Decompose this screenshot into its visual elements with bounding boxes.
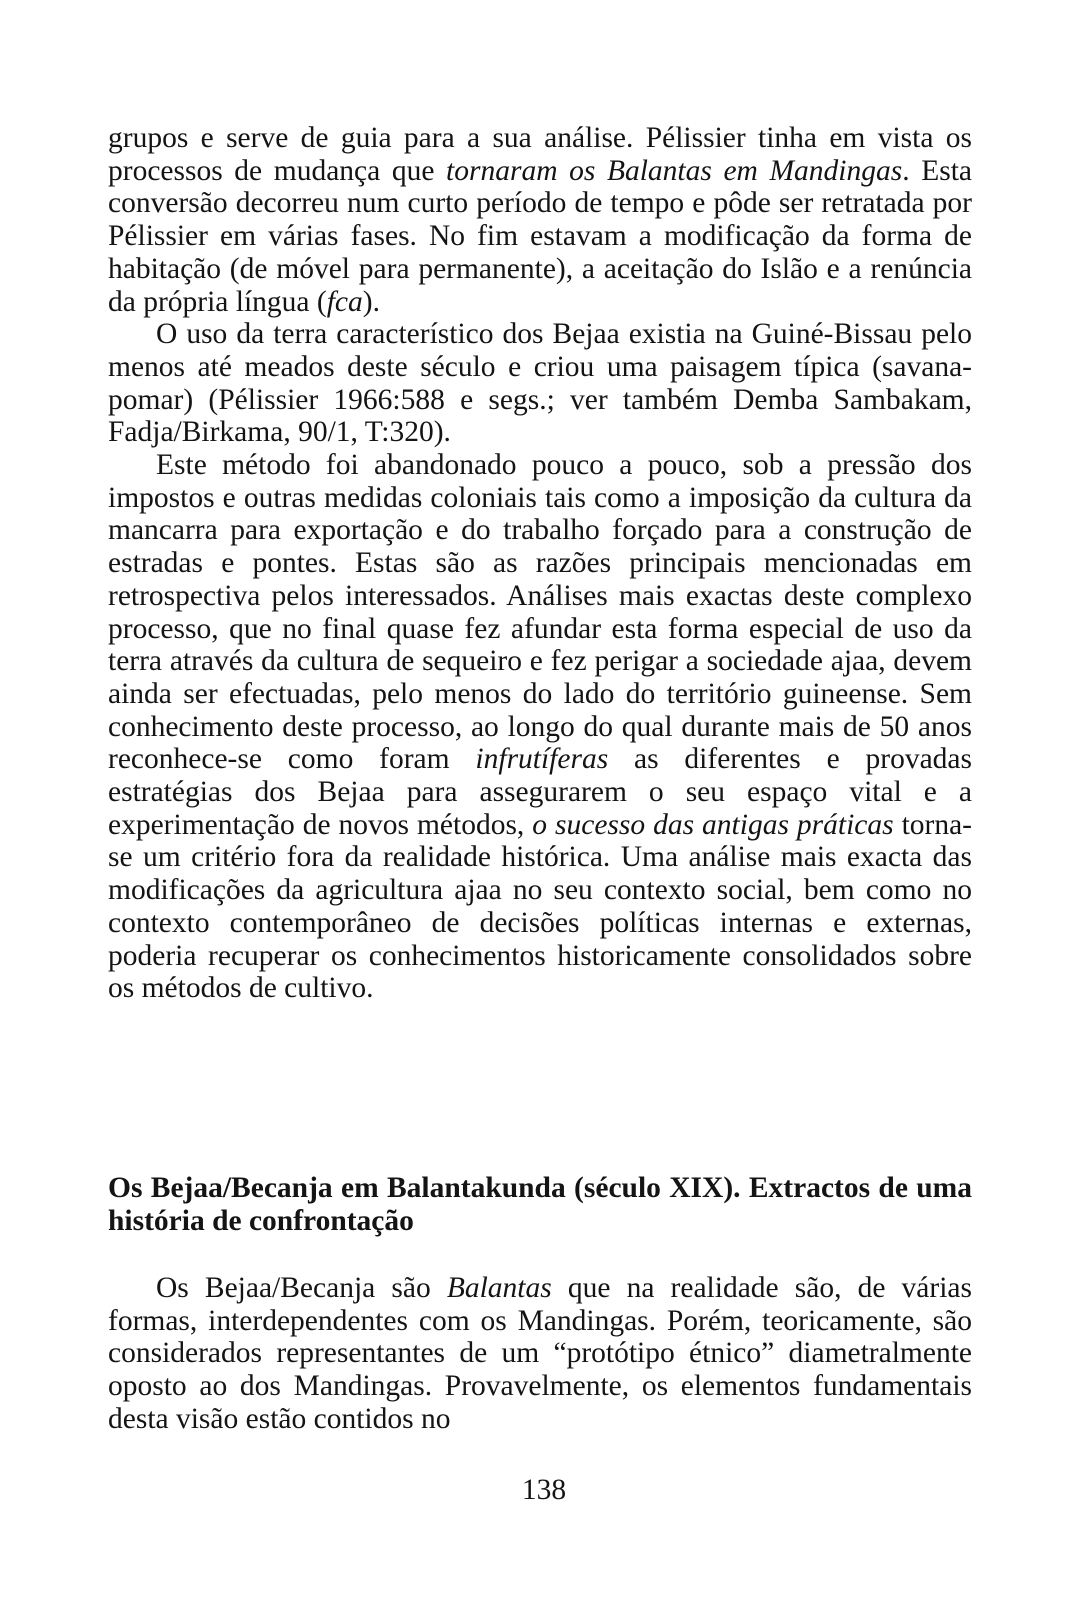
text-run: que na realidade são, de várias formas, interdependentes com os Mandingas. Porém, teoricamente, são considerados representantes de um “protótipo étnico” diametralmente oposto ao dos Mandingas. Provavelmente, os elementos fundamentais desta visão estão contidos no bbox=[108, 1272, 972, 1435]
page-number: 138 bbox=[521, 1474, 567, 1506]
italic-text-run: Balantas bbox=[446, 1272, 552, 1304]
italic-text-run: fca bbox=[326, 285, 363, 318]
text-run: O uso da terra característico dos Bejaa existia na Guiné-Bissau pelo menos até meados deste século e criou uma paisagem típica (savana-pomar) (Pélissier 1966:588 e segs.; ver também Demba Sambakam, Fadja/Birkama, 90/1, T:320). bbox=[108, 318, 972, 449]
text-run: ). bbox=[362, 285, 380, 318]
italic-text-run: tornaram os Balantas em Mandingas bbox=[446, 154, 903, 187]
text-run: Este método foi abandonado pouco a pouco, sob a pressão dos impostos e outras medidas coloniais tais como a imposição da cultura da mancarra para exportação e do trabalho forçado para a construção de estradas e pontes. Estas são as razões principais mencionadas em retrospectiva pelos interessados. Análises mais exactas deste complexo processo, que no final quase fez afundar esta forma especial de uso da terra através da cultura de sequeiro e fez perigar a sociedade ajaa, devem ainda ser efectuadas, pelo menos do lado do território guineense. Sem conhecimento deste processo, ao longo do qual durante mais de 50 anos reconhece-se como foram bbox=[108, 449, 972, 776]
text-run: . Esta conversão decorreu num curto período de tempo e pôde ser retratada por Pélissier em várias fases. No fim estavam a modificação da forma de habitação (de móvel para permanente), a aceitação do Islão e a renúncia da própria língua ( bbox=[108, 154, 972, 318]
paragraph-1 bbox=[108, 122, 972, 318]
paragraph-3 bbox=[108, 449, 972, 1005]
section-paragraph bbox=[108, 1272, 972, 1436]
italic-text-run: o sucesso das antigas práticas bbox=[532, 808, 894, 841]
text-run: torna-se um critério fora da realidade histórica. Uma análise mais exacta das modificações da agricultura ajaa no seu contexto social, bem como no contexto contemporâneo de decisões políticas internas e externas, poderia recuperar os conhecimentos historicamente consolidados sobre os métodos de cultivo. bbox=[108, 808, 973, 1005]
section-heading: Os Bejaa/Becanja em Balantakunda (século XIX). Extractos de uma história de confrontação bbox=[108, 1172, 972, 1237]
text-run: Os Bejaa/Becanja são bbox=[156, 1272, 447, 1304]
italic-text-run: infrutíferas bbox=[475, 743, 609, 776]
text-run: grupos e serve de guia para a sua análise. Pélissier tinha em vista os processos de mudança que bbox=[108, 122, 972, 187]
text-run: as diferentes e provadas estratégias dos Bejaa para assegurarem o seu espaço vital e a experimentação de novos métodos, bbox=[108, 743, 972, 841]
paragraph-2 bbox=[108, 318, 972, 449]
page-body bbox=[108, 122, 973, 1435]
